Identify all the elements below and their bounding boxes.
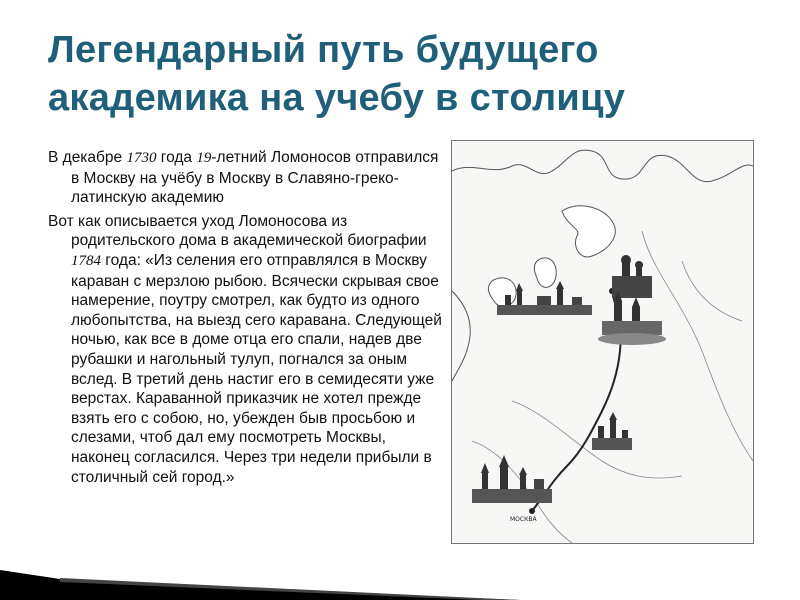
paragraph-2 (48, 212, 448, 487)
baltic-coast (452, 291, 470, 381)
lake-ladoga (488, 278, 516, 307)
slide-title (48, 26, 768, 122)
p1-text-b: года (156, 149, 197, 166)
label-moscow: МОСКВА (510, 516, 537, 523)
title-line-1: Легендарный путь будущего (48, 29, 599, 71)
white-sea (562, 206, 615, 257)
lake-onega (534, 258, 556, 287)
paragraph-1 (48, 148, 448, 208)
river-4 (682, 261, 742, 321)
coastline-north (452, 150, 753, 182)
route-map-svg (452, 141, 753, 543)
river-1 (642, 231, 753, 461)
route-end-point (529, 508, 535, 514)
route-map-image (451, 140, 754, 544)
p1-text-a: В декабре (48, 149, 127, 166)
p1-text-c: -летний Ломоносов отправился в Москву на учёбу в Москву в Славяно-греко-латинскую академию (71, 149, 439, 207)
title-line-2: академика на учебу в столицу (48, 77, 626, 119)
p2-text-b: года: «Из селения его отправлялся в Москву караван с мерзлою рыбою. Всячески скрывая свое намерение, поутру смотрел, как будто из одного любопытства, на выезд сего каравана. Следующей ночью, как все в доме отца его спали, надев две рубашки и нагольный тулуп, погнался за оным вслед. В третий день настиг его в семидесяти уже верстах. Караванной приказчик не хотел прежде взять его с собою, но, убежден быв просьбою и слезами, чтоб дал ему посмотреть Москвы, наконец согласился. Через три недели прибыли в столичный сей город.» (71, 251, 442, 486)
body-text (48, 148, 448, 491)
p2-year: 1784 (71, 252, 101, 269)
p2-text-a: Вот как описывается уход Ломоносова из родительского дома в академической биографии (48, 212, 427, 250)
vignette-monastery (598, 291, 666, 345)
p1-year: 1730 (126, 150, 157, 166)
p1-age: 19 (196, 150, 212, 166)
vignette-moscow (472, 455, 552, 503)
